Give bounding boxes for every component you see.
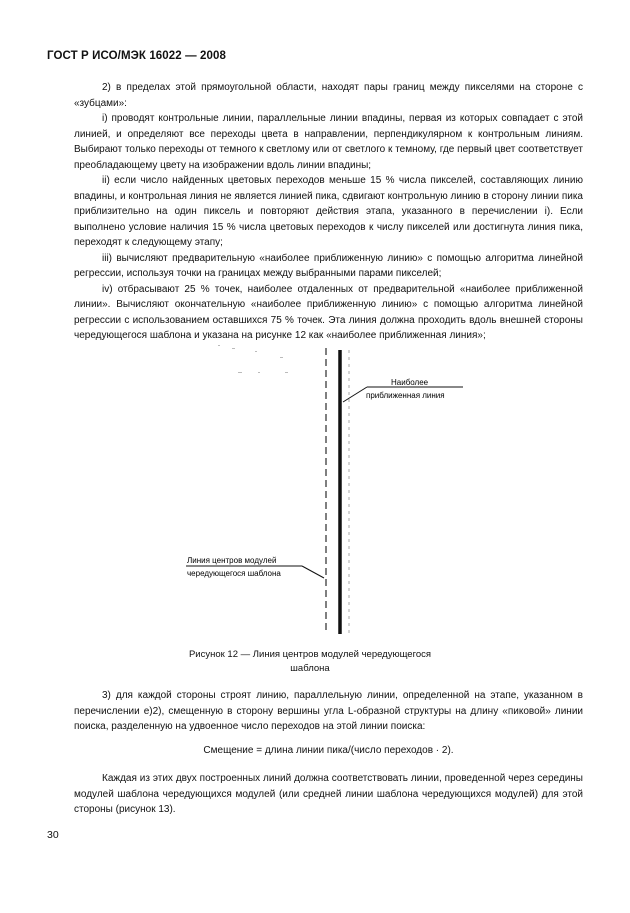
scan-noise xyxy=(218,345,288,373)
document-header: ГОСТ Р ИСО/МЭК 16022 — 2008 xyxy=(47,50,226,62)
page-number: 30 xyxy=(47,829,59,841)
paragraph-3-block xyxy=(74,688,583,735)
caption-line-1: Рисунок 12 — Линия центров модулей чередующегося xyxy=(188,649,432,660)
paragraph-step-ii: ii) если число найденных цветовых переходов меньше 15 % числа пикселей, составляющих линию впадины, и контрольная линия не является линией пика, сдвигают контрольную линию в сторону линии пика приблизительно на один пиксель и повторяют действия этапа, указанного в перечислении i). Если выполнено условие наличия 15 % числа цветовых переходов к числу пикселей или достигнута линия пика, переходят к следующему этапу; xyxy=(74,175,583,248)
paragraph-step-iv: iv) отбрасывают 25 % точек, наиболее отдаленных от предварительной «наиболее приближенной линии». Вычисляют окончательную «наиболее приближенную линию» с помощью алгоритма линейной регрессии с использованием оставшихся 75 % точек. Эта линия должна проходить вдоль внешней стороны чередующегося шаблона и указана на рисунке 12 как «наиболее приближенная линия»; xyxy=(74,283,583,341)
caption-line-2: шаблона xyxy=(290,663,330,674)
best-line-label-2: приближенная линия xyxy=(366,391,445,400)
center-line-label-2: чередующегося шаблона xyxy=(187,569,281,578)
final-paragraph-block xyxy=(74,771,583,818)
paragraph-final: Каждая из этих двух построенных линий должна соответствовать линии, проведенной через середины модулей шаблона чередующихся модулей (или средней линии шаблона чередующихся модулей) для этой стороны (рисунок 13). xyxy=(74,773,583,815)
best-line-leader xyxy=(343,387,367,402)
center-line-leader xyxy=(302,566,324,578)
paragraph-step-i: i) проводят контрольные линии, параллельные линии впадины, первая из которых совпадает с этой линией, и определяют все переходы цвета в направлении, перпендикулярном к контрольным линиям. Выбирают только переходы от темного к светлому или от светлого к темному, где первый цвет соответствует преобладающему цвету на изображении вдоль линии впадины; xyxy=(74,113,583,171)
center-line-label-1: Линия центров модулей xyxy=(187,556,277,565)
best-line-label-1: Наиболее xyxy=(391,378,429,387)
offset-formula: Смещение = длина линии пика/(число переходов · 2). xyxy=(203,745,454,756)
paragraph-step-3: 3) для каждой стороны строят линию, параллельную линии, определенной на этапе, указанном в перечислении e)2), смещенную в сторону вершины угла L-образной структуры на длину «пиковой» линии поиска, разделенную на удвоенное число переходов на этой линии поиска: xyxy=(74,690,583,732)
figure-caption xyxy=(150,648,470,676)
paragraph-step-iii: iii) вычисляют предварительную «наиболее приближенную линию» с помощью алгоритма линейной регрессии, используя точки на границах между выбранными парами пикселей; xyxy=(74,252,583,279)
paragraph-step-2: 2) в пределах этой прямоугольной области, находят пары границ между пикселями на стороне с «зубцами»: xyxy=(74,82,583,109)
